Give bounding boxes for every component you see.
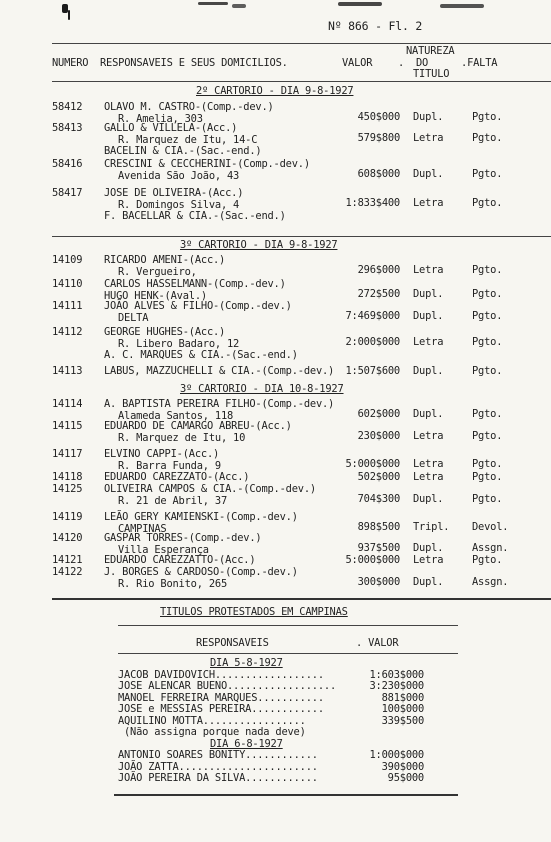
header-falta: .FALTA <box>461 57 498 69</box>
campinas-entry-name: JOSE ALENCAR BUENO.................. <box>118 680 337 692</box>
header-dot: . <box>398 57 405 69</box>
ink-smudge <box>198 2 228 5</box>
entry-valor: 5:000$000 <box>345 458 400 471</box>
entry-falta: Devol. <box>472 521 509 534</box>
entry-valor: 272$500 <box>357 288 400 301</box>
ink-smudge <box>338 2 382 6</box>
entry-natureza: Letra <box>413 458 444 471</box>
entry-natureza: Dupl. <box>413 408 444 421</box>
entry-valor: 450$000 <box>357 111 400 124</box>
entry-falta: Pgto. <box>472 554 503 566</box>
entry-valor: 2:000$000 <box>345 336 400 349</box>
entry-responsible: ELVINO CAPPI-(Acc.) <box>104 448 220 460</box>
entry-valor: 579$800 <box>357 132 400 145</box>
campinas-entry-valor: 1:603$000 <box>369 668 424 681</box>
entry-detail: R. Libero Badaro, 12 <box>118 337 240 350</box>
entry-valor: 937$500 <box>357 542 400 555</box>
entry-detail: R. Rio Bonito, 265 <box>118 577 228 590</box>
entry-falta: Pgto. <box>472 430 503 443</box>
section-title: 3º CARTORIO - DIA 10-8-1927 <box>180 383 344 395</box>
entry-valor: 1:507$600 <box>345 365 400 377</box>
section-rule <box>52 236 551 237</box>
entry-detail: R. Domingos Silva, 4 <box>118 198 240 211</box>
entry-natureza: Dupl. <box>413 576 444 589</box>
entry-valor: 608$000 <box>357 168 400 181</box>
entry-valor: 704$300 <box>357 493 400 506</box>
entry-falta: Pgto. <box>472 111 503 124</box>
campinas-col-valor: . VALOR <box>356 637 399 649</box>
entry-number: 14112 <box>52 326 83 338</box>
entry-falta: Pgto. <box>472 168 503 181</box>
entry-detail: BACELIN & CIA.-(Sac.-end.) <box>104 145 262 157</box>
entry-responsible: OLIVEIRA CAMPOS & CIA.-(Comp.-dev.) <box>104 483 316 495</box>
entry-responsible: EDUARDO CAREZZATTO-(Acc.) <box>104 554 256 566</box>
entry-detail: HUGO HENK-(Aval.) <box>104 289 207 302</box>
entry-number: 14120 <box>52 532 83 544</box>
entry-natureza: Tripl. <box>413 521 450 534</box>
entry-valor: 5:000$000 <box>345 554 400 566</box>
entry-falta: Pgto. <box>472 458 503 471</box>
entry-detail: CAMPINAS <box>118 522 167 535</box>
campinas-entry-name: MANOEL FERREIRA MARQUES........... <box>118 691 324 704</box>
entry-detail: R. Marquez de Itu, 14-C <box>118 133 258 146</box>
campinas-entry-valor: 100$000 <box>381 703 424 715</box>
campinas-entry-name: JOSE e MESSIAS PEREIRA............ <box>118 703 324 715</box>
campinas-col-resp: RESPONSAVEIS <box>196 637 269 649</box>
entry-natureza: Dupl. <box>413 288 444 301</box>
entry-falta: Pgto. <box>472 408 503 421</box>
entry-natureza: Letra <box>413 554 444 566</box>
entry-falta: Pgto. <box>472 288 503 301</box>
entry-responsible: CRESCINI & CECCHERINI-(Comp.-dev.) <box>104 158 310 170</box>
page-reference: Nº 866 - Fl. 2 <box>328 19 423 33</box>
entry-falta: Pgto. <box>472 132 503 145</box>
entry-falta: Pgto. <box>472 493 503 506</box>
campinas-entry-valor: 339$500 <box>381 714 424 727</box>
entry-valor: 898$500 <box>357 521 400 534</box>
entry-natureza: Letra <box>413 471 444 483</box>
entry-number: 14111 <box>52 300 83 312</box>
campinas-entry-valor: 95$000 <box>387 772 424 784</box>
entry-detail: R. Vergueiro, <box>118 265 197 278</box>
campinas-entry-name: ANTONIO SOARES BONITY............ <box>118 749 318 761</box>
campinas-entry-valor: 1:000$000 <box>369 749 424 761</box>
entry-valor: 296$000 <box>357 264 400 277</box>
campinas-entry-name: JOÃO PEREIRA DA SILVA............ <box>118 772 318 784</box>
campinas-bottom-rule <box>114 794 458 796</box>
campinas-entry-valor: 3:230$000 <box>369 680 424 692</box>
entry-valor: 7:469$000 <box>345 310 400 323</box>
entry-number: 58413 <box>52 122 83 134</box>
entry-number: 14109 <box>52 254 83 266</box>
entry-valor: 502$000 <box>357 471 400 483</box>
entry-detail: DELTA <box>118 311 149 324</box>
entry-number: 14121 <box>52 554 83 566</box>
entry-responsible: JOSE DE OLIVEIRA-(Acc.) <box>104 187 244 199</box>
entry-number: 14117 <box>52 448 83 460</box>
entry-natureza: Letra <box>413 264 444 277</box>
entry-falta: Pgto. <box>472 365 503 377</box>
entry-falta: Pgto. <box>472 310 503 323</box>
entry-responsible: LABUS, MAZZUCHELLI & CIA.-(Comp.-dev.) <box>104 365 335 377</box>
header-natureza: NATUREZA <box>406 45 455 57</box>
entry-natureza: Dupl. <box>413 365 444 377</box>
entry-valor: 230$000 <box>357 430 400 443</box>
entry-responsible: EDUARDO CAREZZATO-(Acc.) <box>104 471 250 483</box>
entry-detail: Alameda Santos, 118 <box>118 409 234 422</box>
entry-number: 58417 <box>52 187 83 199</box>
entry-number: 14118 <box>52 471 83 483</box>
campinas-top-rule <box>118 625 458 626</box>
entry-number: 14125 <box>52 483 83 495</box>
ink-smudge <box>440 4 484 8</box>
entry-natureza: Letra <box>413 132 444 145</box>
entry-detail: R. Amelia, 303 <box>118 112 203 125</box>
entry-falta: Pgto. <box>472 264 503 277</box>
entry-valor: 300$000 <box>357 576 400 589</box>
entry-number: 58412 <box>52 101 83 113</box>
entry-natureza: Dupl. <box>413 493 444 506</box>
entry-responsible: OLAVO M. CASTRO-(Comp.-dev.) <box>104 101 274 113</box>
entry-responsible: EDUARDO DE CAMARGO ABREU-(Acc.) <box>104 420 292 432</box>
entry-detail: R. Barra Funda, 9 <box>118 459 221 472</box>
campinas-entry-name: AQUILINO MOTTA................. <box>118 714 306 727</box>
campinas-entry-name: JOÃO ZATTA....................... <box>118 760 318 773</box>
entry-detail: R. Marquez de Itu, 10 <box>118 431 246 444</box>
entry-falta: Pgto. <box>472 197 503 210</box>
campinas-note: (Não assigna porque nada deve) <box>124 726 306 738</box>
entry-valor: 1:833$400 <box>345 197 400 210</box>
campinas-entry-valor: 881$000 <box>381 691 424 704</box>
campinas-day-label: DIA 6-8-1927 <box>210 737 283 750</box>
header-responsaveis: RESPONSAVEIS E SEUS DOMICILIOS. <box>100 57 288 69</box>
entry-natureza: Letra <box>413 336 444 349</box>
header-bottom-rule <box>52 81 551 82</box>
entry-detail: A. C. MARQUES & CIA.-(Sac.-end.) <box>104 349 298 361</box>
entry-detail: Villa Esperança <box>118 543 209 556</box>
entry-natureza: Dupl. <box>413 168 444 181</box>
entry-falta: Pgto. <box>472 336 503 349</box>
entry-falta: Assgn. <box>472 542 509 555</box>
table-end-rule <box>52 598 551 600</box>
entry-responsible: LEÃO GERY KAMIENSKI-(Comp.-dev.) <box>104 511 298 523</box>
entry-number: 14122 <box>52 566 83 578</box>
entry-natureza: Dupl. <box>413 111 444 124</box>
campinas-day-label: DIA 5-8-1927 <box>210 657 283 669</box>
entry-responsible: J. BORGES & CARDOSO-(Comp.-dev.) <box>104 566 298 578</box>
entry-valor: 602$000 <box>357 408 400 421</box>
entry-responsible: A. BAPTISTA PEREIRA FILHO-(Comp.-dev.) <box>104 398 335 410</box>
header-valor: VALOR <box>342 57 373 69</box>
section-title: 3º CARTORIO - DIA 9-8-1927 <box>180 239 338 251</box>
entry-responsible: CARLOS HASSELMANN-(Comp.-dev.) <box>104 278 286 290</box>
entry-detail: Avenida São João, 43 <box>118 169 240 182</box>
header-do-text: DO <box>416 57 429 69</box>
header-numero: NUMERO <box>52 57 89 69</box>
entry-natureza: Dupl. <box>413 310 444 323</box>
entry-responsible: GEORGE HUGHES-(Acc.) <box>104 326 226 338</box>
section-title: 2º CARTORIO - DIA 9-8-1927 <box>196 85 354 97</box>
entry-number: 14114 <box>52 398 83 410</box>
campinas-title: TITULOS PROTESTADOS EM CAMPINAS <box>160 606 348 618</box>
entry-number: 58416 <box>52 158 83 170</box>
entry-number: 14119 <box>52 511 83 523</box>
entry-natureza: Letra <box>413 197 444 210</box>
entry-responsible: RICARDO AMENI-(Acc.) <box>104 254 226 266</box>
entry-falta: Assgn. <box>472 576 509 589</box>
entry-detail: R. 21 de Abril, 37 <box>118 494 228 507</box>
entry-natureza: Letra <box>413 430 444 443</box>
entry-number: 14110 <box>52 278 83 290</box>
entry-responsible: JOÃO ALVES & FILHO-(Comp.-dev.) <box>104 300 292 312</box>
entry-falta: Pgto. <box>472 471 503 483</box>
header-titulo: TITULO <box>413 68 450 80</box>
entry-natureza: Dupl. <box>413 542 444 555</box>
entry-detail: F. BACELLAR & CIA.-(Sac.-end.) <box>104 210 286 222</box>
entry-responsible: GASPAR TORRES-(Comp.-dev.) <box>104 532 262 544</box>
entry-responsible: GALLO & VILLELA-(Acc.) <box>104 122 238 134</box>
campinas-header-rule <box>118 653 458 654</box>
header-top-rule <box>52 43 551 44</box>
ink-smudge <box>232 4 246 8</box>
ink-mark <box>68 10 70 20</box>
entry-number: 14113 <box>52 365 83 377</box>
campinas-entry-name: JACOB DAVIDOVICH.................. <box>118 668 324 681</box>
campinas-entry-valor: 390$000 <box>381 760 424 773</box>
entry-number: 14115 <box>52 420 83 432</box>
